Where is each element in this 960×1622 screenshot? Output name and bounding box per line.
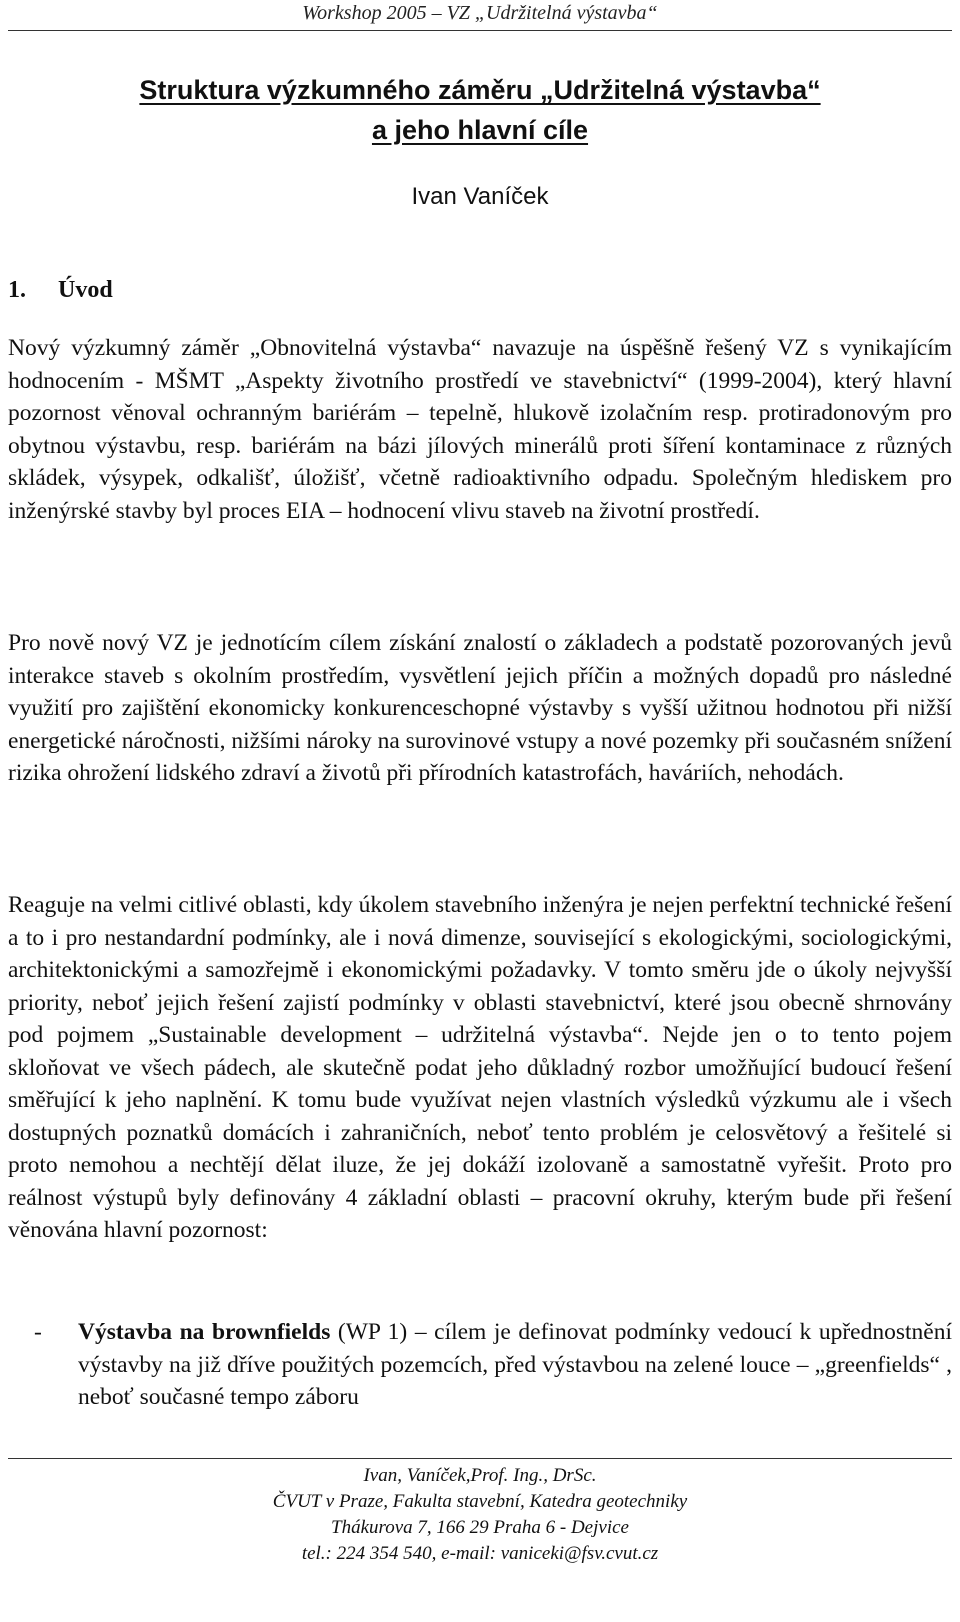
paragraph-intro: Nový výzkumný záměr „Obnovitelná výstavba“ navazuje na úspěšně řešený VZ s vynikajícím hodnocením - MŠMT „Aspekty životního prostředí ve stavebnictví“ (1999-2004), který hlavní pozornost věnoval ochranným bariérám – tepelně, hlukově izolačním resp. protiradonovým pro obytnou výstavbu, resp. bariérám na bázi jílových minerálů proti šíření kontaminace z různých skládek, výsypek, odkališť, úložišť, včetně radioaktivního odpadu. Společným hlediskem pro inženýrské stavby byl proces EIA – hodnocení vlivu staveb na životní prostředí.: [8, 335, 952, 524]
section-title: Úvod: [58, 277, 113, 303]
document-title-line-2: a jeho hlavní cíle: [371, 115, 589, 145]
list-item-bold-term: Výstavba na brownfields: [78, 1319, 331, 1345]
section-heading: [8, 274, 113, 306]
section-number: 1.: [8, 277, 26, 303]
paragraph-context: Reaguje na velmi citlivé oblasti, kdy úkolem stavebního inženýra je nejen perfektní technické řešení a to i pro nestandardní podmínky, ale i nová dimenze, související s ekologickými, sociologickými, architektonickými a samozřejmě i ekonomickými požadavky. V tomto směru jde o úkoly nejvyšší priority, neboť jejich řešení zajistí podmínky v oblasti stavebnictví, které jsou obecně shrnovány pod pojmem „Sustainable development – udržitelná výstavba“. Nejde jen o to tento pojem skloňovat ve všech pádech, ale skutečně podat jeho důkladný rozbor umožňující budoucí řešení směřující k jeho naplnění. K tomu bude využívat nejen vlastních výsledků výzkumu ale i všech dostupných poznatků domácích i zahraničních, neboť tento problém je celosvětový a řešitelé si proto nemohou a nechtějí dělat iluze, že jej dokáží izolovaně a samostatně vyřešit. Proto pro reálnost výstupů byly definovány 4 základní oblasti – pracovní okruhy, kterým bude při řešení věnována hlavní pozornost:: [8, 892, 952, 1243]
running-header: Workshop 2005 – VZ „Udržitelná výstavba“: [302, 2, 658, 24]
footer-institution: ČVUT v Praze, Fakulta stavební, Katedra geotechniky: [272, 1491, 688, 1512]
footer-contact: tel.: 224 354 540, e-mail: vaniceki@fsv.cvut.cz: [301, 1543, 659, 1564]
page-footer: [0, 1463, 960, 1567]
footer-address: Thákurova 7, 166 29 Praha 6 - Dejvice: [331, 1517, 629, 1538]
footer-divider: [8, 1458, 952, 1459]
document-title-line-1: Struktura výzkumného záměru „Udržitelná výstavba“: [139, 75, 821, 105]
header-divider: [8, 30, 952, 31]
list-item-text: [78, 1316, 952, 1413]
list-item-description: (WP 1) – cílem je definovat podmínky vedoucí k upřednostnění výstavby na již dříve použitých pozemcích, před výstavbou na zelené louce – „greenfields“ , neboť současné tempo záboru: [78, 1319, 952, 1410]
list-bullet: -: [34, 1319, 42, 1345]
author-name: Ivan Vaníček: [411, 183, 549, 210]
paragraph-goals: Pro nově nový VZ je jednotícím cílem získání znalostí o základech a podstatě pozorovaných jevů interakce staveb s okolním prostředím, vysvětlení jejich příčin a možných dopadů pro následné využití pro zajištění ekonomicky konkurenceschopné výstavby s vyšší užitnou hodnotou při nižší energetické náročnosti, nižšími nároky na surovinové vstupy a nové pozemky při současném snížení rizika ohrožení lidského zdraví a životů při přírodních katastrofách, haváriích, nehodách.: [8, 630, 952, 786]
footer-author: Ivan, Vaníček,Prof. Ing., DrSc.: [363, 1465, 597, 1486]
